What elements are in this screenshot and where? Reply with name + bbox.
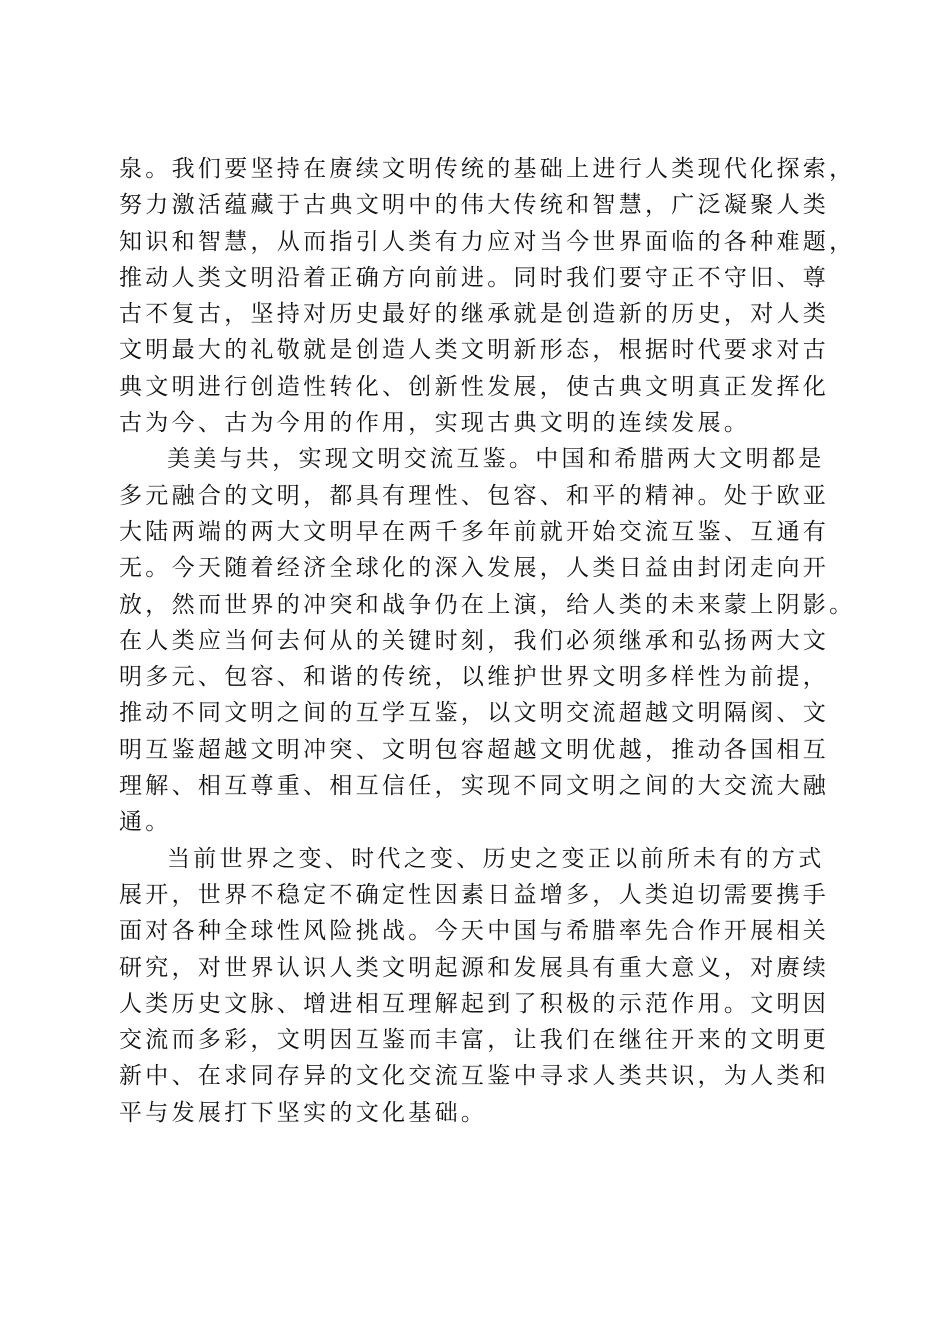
text-line: 大陆两端的两大文明早在两千多年前就开始交流互鉴、互通有	[119, 518, 830, 545]
text-line: 在人类应当何去何从的关键时刻，我们必须继承和弘扬两大文	[119, 627, 830, 654]
paragraph-2	[119, 441, 856, 840]
text-line: 美美与共，实现文明交流互鉴。中国和希腊两大文明都是	[167, 446, 825, 473]
text-line: 努力激活蕴藏于古典文明中的伟大传统和智慧，广泛凝聚人类	[119, 192, 830, 219]
text-line: 当前世界之变、时代之变、历史之变正以前所未有的方式	[167, 845, 825, 872]
document-body	[119, 151, 856, 1131]
text-line: 无。今天随着经济全球化的深入发展，人类日益由封闭走向开	[119, 555, 830, 582]
text-line: 通。	[119, 809, 172, 836]
text-line: 推动人类文明沿着正确方向前进。同时我们要守正不守旧、尊	[119, 264, 830, 291]
text-line: 平与发展打下坚实的文化基础。	[119, 1099, 488, 1126]
text-line: 面对各种全球性风险挑战。今天中国与希腊率先合作开展相关	[119, 918, 830, 945]
text-line: 古为今、古为今用的作用，实现古典文明的连续发展。	[119, 410, 751, 437]
paragraph-1	[119, 151, 856, 441]
text-line: 多元融合的文明，都具有理性、包容、和平的精神。处于欧亚	[119, 482, 830, 509]
text-line: 古不复古，坚持对历史最好的继承就是创造新的历史，对人类	[119, 301, 830, 328]
text-line: 新中、在求同存异的文化交流互鉴中寻求人类共识，为人类和	[119, 1063, 830, 1090]
text-line: 明多元、包容、和谐的传统，以维护世界文明多样性为前提，	[119, 664, 830, 691]
text-line: 理解、相互尊重、相互信任，实现不同文明之间的大交流大融	[119, 773, 830, 800]
text-line: 文明最大的礼敬就是创造人类文明新形态，根据时代要求对古	[119, 337, 830, 364]
text-line: 展开，世界不稳定不确定性因素日益增多，人类迫切需要携手	[119, 881, 830, 908]
text-line: 典文明进行创造性转化、创新性发展，使古典文明真正发挥化	[119, 373, 830, 400]
text-line: 研究，对世界认识人类文明起源和发展具有重大意义，对赓续	[119, 954, 830, 981]
text-line: 推动不同文明之间的互学互鉴，以文明交流超越文明隔阂、文	[119, 700, 830, 727]
text-line: 交流而多彩，文明因互鉴而丰富，让我们在继往开来的文明更	[119, 1027, 830, 1054]
text-line: 知识和智慧，从而指引人类有力应对当今世界面临的各种难题，	[119, 228, 856, 255]
text-line: 放，然而世界的冲突和战争仍在上演，给人类的未来蒙上阴影。	[119, 591, 856, 618]
text-line: 明互鉴超越文明冲突、文明包容超越文明优越，推动各国相互	[119, 736, 830, 763]
text-line: 人类历史文脉、增进相互理解起到了积极的示范作用。文明因	[119, 990, 830, 1017]
paragraph-3	[119, 841, 841, 1131]
text-line: 泉。我们要坚持在赓续文明传统的基础上进行人类现代化探索，	[119, 156, 856, 182]
